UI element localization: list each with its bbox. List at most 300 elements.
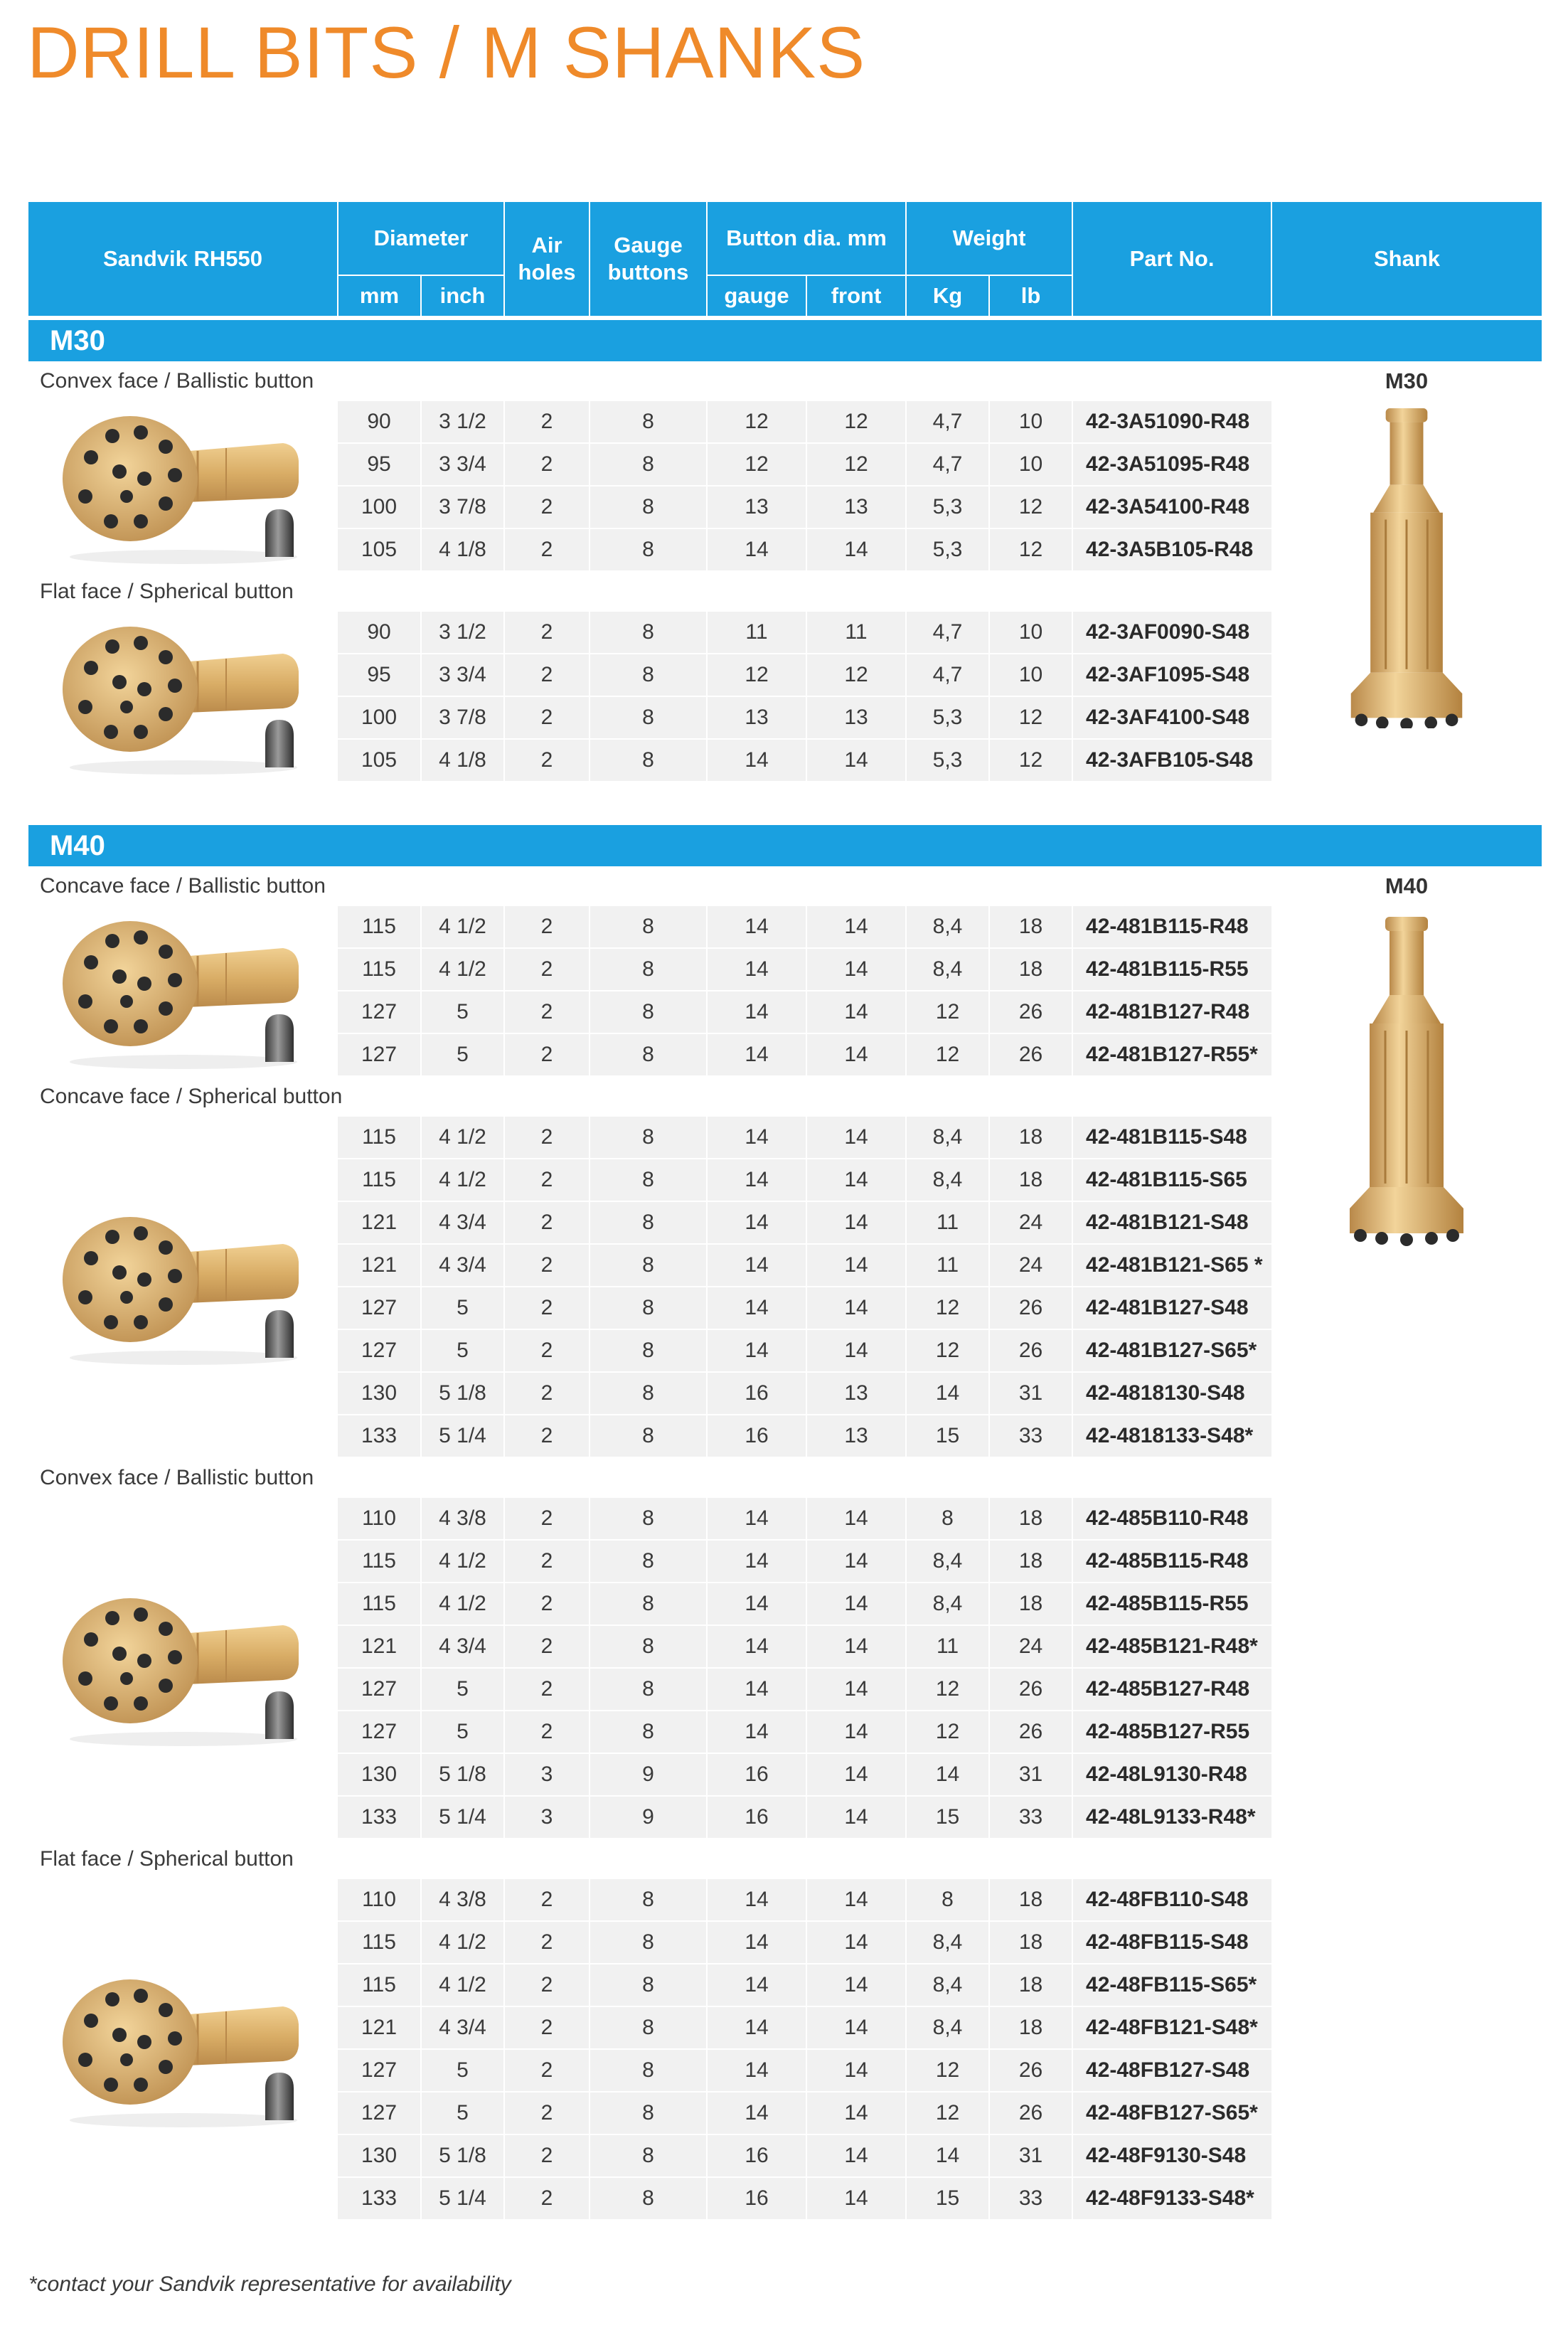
drill-bit-image: [48, 1586, 319, 1750]
header-air-holes: Air holes: [504, 202, 590, 316]
air-holes: 2: [504, 1033, 590, 1076]
button-front: 12: [806, 654, 906, 696]
button-front: 14: [806, 2006, 906, 2049]
weight-lb: 26: [989, 1329, 1072, 1372]
part-no: 42-3AF4100-S48: [1072, 696, 1271, 739]
weight-lb: 18: [989, 906, 1072, 948]
diameter-inch: 3 1/2: [421, 612, 504, 654]
diameter-inch: 4 3/4: [421, 1625, 504, 1668]
air-holes: 2: [504, 991, 590, 1033]
part-no: 42-481B115-S65: [1072, 1159, 1271, 1201]
part-no: 42-485B127-R55: [1072, 1711, 1271, 1753]
button-gauge: 14: [707, 1625, 806, 1668]
diameter-mm: 121: [338, 1625, 421, 1668]
drill-bit-image-cell: [28, 612, 338, 782]
part-no: 42-3A51090-R48: [1072, 401, 1271, 443]
group-label-row: [28, 866, 1542, 906]
part-no: 42-4818130-S48: [1072, 1372, 1271, 1415]
weight-kg: 8,4: [906, 1159, 989, 1201]
button-gauge: 14: [707, 1329, 806, 1372]
gauge-buttons: 8: [590, 1244, 707, 1287]
table-row: [28, 401, 1542, 443]
part-no: 42-48F9130-S48: [1072, 2134, 1271, 2177]
air-holes: 2: [504, 1964, 590, 2006]
part-no: 42-3AF0090-S48: [1072, 612, 1271, 654]
shank-label: M40: [1385, 873, 1429, 898]
button-gauge: 14: [707, 2092, 806, 2134]
gauge-buttons: 8: [590, 1879, 707, 1921]
diameter-inch: 5: [421, 1711, 504, 1753]
weight-lb: 18: [989, 1159, 1072, 1201]
part-no: 42-481B115-S48: [1072, 1117, 1271, 1159]
button-front: 14: [806, 1879, 906, 1921]
drill-bit-image: [48, 1967, 319, 2131]
diameter-inch: 5 1/8: [421, 1753, 504, 1796]
button-front: 14: [806, 948, 906, 991]
weight-lb: 18: [989, 2006, 1072, 2049]
air-holes: 2: [504, 2134, 590, 2177]
button-front: 14: [806, 2134, 906, 2177]
weight-lb: 31: [989, 1753, 1072, 1796]
gauge-buttons: 8: [590, 443, 707, 486]
diameter-inch: 5: [421, 2049, 504, 2092]
gauge-buttons: 8: [590, 948, 707, 991]
diameter-inch: 4 1/2: [421, 1583, 504, 1625]
button-front: 14: [806, 1583, 906, 1625]
gauge-buttons: 8: [590, 1540, 707, 1583]
weight-lb: 18: [989, 1117, 1072, 1159]
air-holes: 2: [504, 1921, 590, 1964]
button-gauge: 14: [707, 1159, 806, 1201]
button-front: 11: [806, 612, 906, 654]
diameter-mm: 100: [338, 486, 421, 528]
button-gauge: 12: [707, 443, 806, 486]
gauge-buttons: 8: [590, 1711, 707, 1753]
diameter-mm: 121: [338, 1244, 421, 1287]
diameter-inch: 3 7/8: [421, 696, 504, 739]
gauge-buttons: 8: [590, 1625, 707, 1668]
air-holes: 2: [504, 1159, 590, 1201]
gauge-buttons: 8: [590, 654, 707, 696]
weight-kg: 8,4: [906, 906, 989, 948]
diameter-mm: 115: [338, 1540, 421, 1583]
diameter-mm: 130: [338, 1753, 421, 1796]
button-gauge: 16: [707, 1372, 806, 1415]
part-no: 42-48FB115-S48: [1072, 1921, 1271, 1964]
weight-lb: 31: [989, 1372, 1072, 1415]
diameter-inch: 4 1/2: [421, 1921, 504, 1964]
weight-lb: 18: [989, 948, 1072, 991]
header-button-dia: Button dia. mm: [707, 202, 906, 275]
button-front: 14: [806, 1287, 906, 1329]
air-holes: 2: [504, 612, 590, 654]
diameter-inch: 4 3/8: [421, 1498, 504, 1540]
button-gauge: 13: [707, 486, 806, 528]
button-gauge: 14: [707, 2049, 806, 2092]
weight-lb: 10: [989, 612, 1072, 654]
button-front: 14: [806, 528, 906, 571]
part-no: 42-3AF1095-S48: [1072, 654, 1271, 696]
part-no: 42-481B127-S65*: [1072, 1329, 1271, 1372]
button-gauge: 14: [707, 1668, 806, 1711]
diameter-inch: 3 3/4: [421, 443, 504, 486]
part-no: 42-485B110-R48: [1072, 1498, 1271, 1540]
gauge-buttons: 8: [590, 2134, 707, 2177]
weight-lb: 26: [989, 2092, 1072, 2134]
button-gauge: 14: [707, 1033, 806, 1076]
air-holes: 2: [504, 2092, 590, 2134]
shank-image: [1328, 408, 1485, 728]
part-no: 42-48FB127-S65*: [1072, 2092, 1271, 2134]
button-front: 13: [806, 1415, 906, 1457]
button-gauge: 14: [707, 1201, 806, 1244]
button-gauge: 14: [707, 948, 806, 991]
gauge-buttons: 9: [590, 1796, 707, 1839]
part-no: 42-48L9133-R48*: [1072, 1796, 1271, 1839]
button-gauge: 14: [707, 1540, 806, 1583]
diameter-mm: 133: [338, 1415, 421, 1457]
table-body: [28, 316, 1542, 2220]
button-front: 13: [806, 1372, 906, 1415]
weight-kg: 8: [906, 1879, 989, 1921]
button-gauge: 14: [707, 1879, 806, 1921]
weight-kg: 8,4: [906, 1583, 989, 1625]
button-front: 14: [806, 1244, 906, 1287]
weight-kg: 8,4: [906, 1540, 989, 1583]
diameter-inch: 4 1/2: [421, 1964, 504, 2006]
button-front: 14: [806, 1498, 906, 1540]
button-gauge: 14: [707, 1711, 806, 1753]
part-no: 42-485B115-R55: [1072, 1583, 1271, 1625]
button-front: 14: [806, 1921, 906, 1964]
part-no: 42-48L9130-R48: [1072, 1753, 1271, 1796]
button-front: 14: [806, 1711, 906, 1753]
diameter-mm: 130: [338, 1372, 421, 1415]
part-no: 42-3A5B105-R48: [1072, 528, 1271, 571]
weight-lb: 26: [989, 1711, 1072, 1753]
part-no: 42-48FB121-S48*: [1072, 2006, 1271, 2049]
weight-kg: 11: [906, 1625, 989, 1668]
button-gauge: 16: [707, 2177, 806, 2220]
part-no: 42-48F9133-S48*: [1072, 2177, 1271, 2220]
weight-lb: 12: [989, 696, 1072, 739]
button-gauge: 14: [707, 528, 806, 571]
diameter-inch: 3 1/2: [421, 401, 504, 443]
part-no: 42-481B127-S48: [1072, 1287, 1271, 1329]
drill-bit-image-cell: [28, 401, 338, 571]
air-holes: 3: [504, 1753, 590, 1796]
header-kg: Kg: [906, 275, 989, 316]
air-holes: 2: [504, 1415, 590, 1457]
weight-lb: 31: [989, 2134, 1072, 2177]
weight-lb: 24: [989, 1201, 1072, 1244]
weight-lb: 12: [989, 739, 1072, 782]
gauge-buttons: 8: [590, 1159, 707, 1201]
weight-kg: 12: [906, 2049, 989, 2092]
diameter-mm: 115: [338, 1117, 421, 1159]
gauge-buttons: 8: [590, 1668, 707, 1711]
weight-lb: 12: [989, 528, 1072, 571]
gauge-buttons: 8: [590, 1415, 707, 1457]
gauge-buttons: 8: [590, 528, 707, 571]
drill-bit-image-cell: [28, 1879, 338, 2220]
weight-kg: 8: [906, 1498, 989, 1540]
weight-lb: 10: [989, 654, 1072, 696]
header-mm: mm: [338, 275, 421, 316]
diameter-mm: 127: [338, 1668, 421, 1711]
shank-label: M30: [1385, 368, 1429, 393]
weight-lb: 26: [989, 1287, 1072, 1329]
diameter-inch: 4 1/2: [421, 1117, 504, 1159]
weight-kg: 12: [906, 1033, 989, 1076]
gauge-buttons: 8: [590, 739, 707, 782]
gauge-buttons: 8: [590, 1583, 707, 1625]
part-no: 42-481B121-S48: [1072, 1201, 1271, 1244]
weight-lb: 24: [989, 1625, 1072, 1668]
diameter-mm: 133: [338, 1796, 421, 1839]
button-gauge: 14: [707, 1498, 806, 1540]
button-front: 14: [806, 1625, 906, 1668]
weight-kg: 14: [906, 1753, 989, 1796]
diameter-inch: 4 3/8: [421, 1879, 504, 1921]
diameter-inch: 4 1/8: [421, 528, 504, 571]
diameter-mm: 105: [338, 528, 421, 571]
weight-kg: 5,3: [906, 696, 989, 739]
button-front: 14: [806, 1117, 906, 1159]
button-gauge: 14: [707, 1117, 806, 1159]
footnote: *contact your Sandvik representative for availability: [28, 2272, 511, 2296]
header-inch: inch: [421, 275, 504, 316]
header-weight: Weight: [906, 202, 1072, 275]
diameter-mm: 115: [338, 948, 421, 991]
weight-kg: 8,4: [906, 948, 989, 991]
weight-kg: 11: [906, 1201, 989, 1244]
gauge-buttons: 8: [590, 2049, 707, 2092]
air-holes: 2: [504, 2177, 590, 2220]
button-front: 13: [806, 486, 906, 528]
diameter-mm: 90: [338, 401, 421, 443]
gauge-buttons: 8: [590, 1964, 707, 2006]
weight-lb: 26: [989, 2049, 1072, 2092]
gauge-buttons: 8: [590, 906, 707, 948]
header-gauge: gauge: [707, 275, 806, 316]
weight-lb: 33: [989, 2177, 1072, 2220]
button-front: 14: [806, 1329, 906, 1372]
diameter-mm: 127: [338, 1287, 421, 1329]
header-product: Sandvik RH550: [28, 202, 338, 316]
air-holes: 2: [504, 948, 590, 991]
button-front: 14: [806, 1033, 906, 1076]
air-holes: 2: [504, 1711, 590, 1753]
header-diameter: Diameter: [338, 202, 504, 275]
drill-bit-image: [48, 1205, 319, 1368]
button-front: 14: [806, 906, 906, 948]
diameter-mm: 115: [338, 1921, 421, 1964]
air-holes: 2: [504, 1372, 590, 1415]
weight-kg: 4,7: [906, 654, 989, 696]
diameter-inch: 4 1/2: [421, 1540, 504, 1583]
button-gauge: 14: [707, 1244, 806, 1287]
gauge-buttons: 8: [590, 2177, 707, 2220]
diameter-mm: 127: [338, 2049, 421, 2092]
shank-image: [1328, 913, 1485, 1248]
section-bar: [28, 320, 1542, 361]
part-no: 42-485B121-R48*: [1072, 1625, 1271, 1668]
diameter-mm: 110: [338, 1498, 421, 1540]
air-holes: 2: [504, 654, 590, 696]
diameter-inch: 5: [421, 1668, 504, 1711]
weight-kg: 5,3: [906, 739, 989, 782]
weight-kg: 15: [906, 1415, 989, 1457]
diameter-inch: 4 3/4: [421, 2006, 504, 2049]
group-label: Convex face / Ballistic button: [40, 369, 314, 393]
air-holes: 2: [504, 1244, 590, 1287]
button-front: 14: [806, 1964, 906, 2006]
weight-kg: 12: [906, 2092, 989, 2134]
part-no: 42-481B115-R48: [1072, 906, 1271, 948]
gauge-buttons: 8: [590, 1287, 707, 1329]
drill-bit-image-cell: [28, 1498, 338, 1839]
air-holes: 2: [504, 1329, 590, 1372]
table-row: [28, 906, 1542, 948]
air-holes: 2: [504, 528, 590, 571]
drill-bit-image-cell: [28, 1117, 338, 1457]
button-front: 14: [806, 2049, 906, 2092]
button-gauge: 14: [707, 1583, 806, 1625]
gauge-buttons: 8: [590, 696, 707, 739]
gauge-buttons: 8: [590, 1117, 707, 1159]
button-front: 14: [806, 991, 906, 1033]
weight-kg: 8,4: [906, 2006, 989, 2049]
part-no: 42-481B127-R48: [1072, 991, 1271, 1033]
diameter-inch: 4 1/2: [421, 1159, 504, 1201]
diameter-mm: 115: [338, 906, 421, 948]
part-no: 42-481B115-R55: [1072, 948, 1271, 991]
group-label: Flat face / Spherical button: [40, 580, 294, 603]
diameter-mm: 121: [338, 2006, 421, 2049]
button-front: 12: [806, 443, 906, 486]
drill-bit-image: [48, 404, 319, 568]
group-label: Flat face / Spherical button: [40, 1847, 294, 1871]
weight-kg: 12: [906, 1668, 989, 1711]
air-holes: 2: [504, 1583, 590, 1625]
weight-kg: 12: [906, 1287, 989, 1329]
air-holes: 2: [504, 1117, 590, 1159]
diameter-mm: 115: [338, 1964, 421, 2006]
diameter-inch: 5 1/4: [421, 2177, 504, 2220]
button-gauge: 14: [707, 1964, 806, 2006]
button-front: 14: [806, 739, 906, 782]
button-gauge: 12: [707, 401, 806, 443]
part-no: 42-48FB115-S65*: [1072, 1964, 1271, 2006]
air-holes: 2: [504, 1498, 590, 1540]
weight-lb: 12: [989, 486, 1072, 528]
diameter-mm: 127: [338, 2092, 421, 2134]
diameter-inch: 5: [421, 1287, 504, 1329]
weight-kg: 12: [906, 1329, 989, 1372]
gauge-buttons: 8: [590, 1201, 707, 1244]
diameter-mm: 127: [338, 1033, 421, 1076]
air-holes: 2: [504, 401, 590, 443]
air-holes: 2: [504, 739, 590, 782]
button-gauge: 16: [707, 1415, 806, 1457]
product-table: [28, 202, 1542, 2221]
weight-kg: 4,7: [906, 612, 989, 654]
gauge-buttons: 8: [590, 2006, 707, 2049]
group-label: Concave face / Ballistic button: [40, 874, 326, 898]
button-gauge: 12: [707, 654, 806, 696]
gauge-buttons: 8: [590, 612, 707, 654]
part-no: 42-3A51095-R48: [1072, 443, 1271, 486]
diameter-inch: 5: [421, 2092, 504, 2134]
gauge-buttons: 8: [590, 1921, 707, 1964]
button-front: 14: [806, 1540, 906, 1583]
diameter-mm: 127: [338, 1711, 421, 1753]
button-front: 13: [806, 696, 906, 739]
section-title: M30: [28, 320, 1542, 361]
button-gauge: 14: [707, 739, 806, 782]
air-holes: 2: [504, 1668, 590, 1711]
weight-kg: 4,7: [906, 401, 989, 443]
diameter-inch: 4 3/4: [421, 1201, 504, 1244]
part-no: 42-48FB127-S48: [1072, 2049, 1271, 2092]
group-label: Concave face / Spherical button: [40, 1085, 343, 1108]
air-holes: 2: [504, 1201, 590, 1244]
diameter-inch: 3 7/8: [421, 486, 504, 528]
gauge-buttons: 8: [590, 2092, 707, 2134]
gauge-buttons: 8: [590, 1329, 707, 1372]
diameter-mm: 133: [338, 2177, 421, 2220]
gauge-buttons: 8: [590, 991, 707, 1033]
part-no: 42-3AFB105-S48: [1072, 739, 1271, 782]
button-front: 14: [806, 1668, 906, 1711]
diameter-inch: 4 1/8: [421, 739, 504, 782]
weight-kg: 8,4: [906, 1921, 989, 1964]
weight-lb: 10: [989, 401, 1072, 443]
gauge-buttons: 8: [590, 486, 707, 528]
button-gauge: 16: [707, 1796, 806, 1839]
weight-kg: 8,4: [906, 1964, 989, 2006]
air-holes: 2: [504, 486, 590, 528]
weight-lb: 18: [989, 1583, 1072, 1625]
weight-lb: 24: [989, 1244, 1072, 1287]
part-no: 42-485B127-R48: [1072, 1668, 1271, 1711]
weight-kg: 12: [906, 991, 989, 1033]
weight-kg: 15: [906, 2177, 989, 2220]
gauge-buttons: 8: [590, 401, 707, 443]
button-gauge: 16: [707, 2134, 806, 2177]
gauge-buttons: 8: [590, 1498, 707, 1540]
diameter-inch: 4 1/2: [421, 906, 504, 948]
diameter-inch: 5: [421, 1033, 504, 1076]
diameter-mm: 127: [338, 991, 421, 1033]
drill-bit-image: [48, 909, 319, 1073]
weight-lb: 26: [989, 1668, 1072, 1711]
part-no: 42-48FB110-S48: [1072, 1879, 1271, 1921]
air-holes: 2: [504, 1540, 590, 1583]
diameter-inch: 4 3/4: [421, 1244, 504, 1287]
air-holes: 3: [504, 1796, 590, 1839]
gauge-buttons: 8: [590, 1372, 707, 1415]
button-front: 12: [806, 401, 906, 443]
diameter-mm: 115: [338, 1583, 421, 1625]
button-gauge: 11: [707, 612, 806, 654]
air-holes: 2: [504, 2049, 590, 2092]
button-gauge: 14: [707, 2006, 806, 2049]
weight-lb: 18: [989, 1964, 1072, 2006]
part-no: 42-481B121-S65 *: [1072, 1244, 1271, 1287]
diameter-mm: 95: [338, 443, 421, 486]
